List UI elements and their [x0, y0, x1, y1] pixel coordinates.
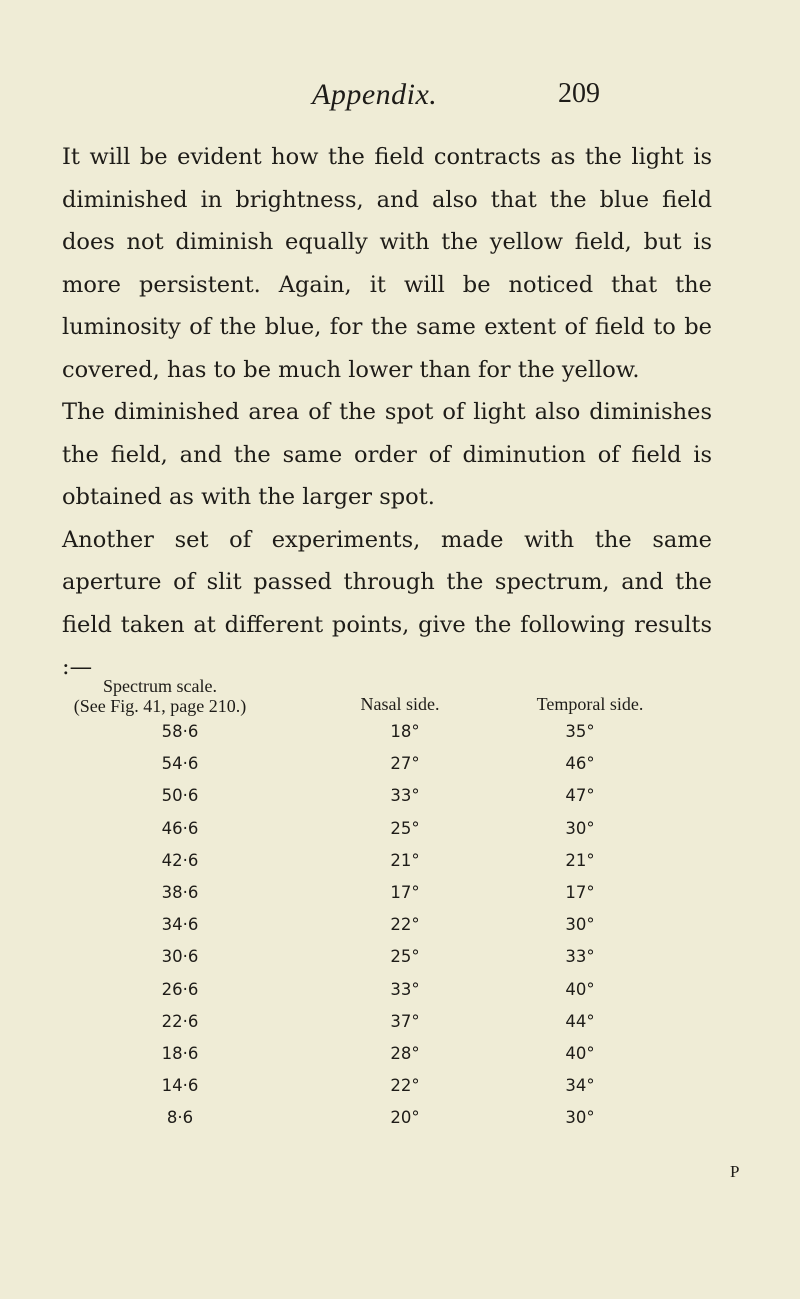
scale-cell: 26·6	[161, 979, 199, 999]
temporal-cell: 17°	[565, 882, 595, 902]
scale-cell: 30·6	[161, 947, 199, 967]
table-row	[0, 786, 800, 818]
scale-cell: 18·6	[161, 1043, 199, 1063]
nasal-cell: 33°	[390, 979, 420, 999]
nasal-side-header: Nasal side.	[360, 694, 440, 714]
table-row	[0, 980, 800, 1012]
temporal-cell: 47°	[565, 786, 595, 806]
nasal-cell: 18°	[390, 722, 420, 741]
scale-cell: 34·6	[161, 915, 199, 935]
temporal-cell: 40°	[565, 979, 595, 999]
nasal-cell: 25°	[390, 947, 420, 967]
running-title: Appendix.	[312, 78, 438, 111]
nasal-cell: 27°	[390, 754, 420, 774]
scale-cell: 58·6	[161, 722, 199, 741]
page-number: 209	[558, 78, 600, 109]
spectrum-scale-header-line1: Spectrum scale.	[103, 676, 217, 696]
temporal-cell: 33°	[565, 947, 595, 967]
temporal-cell: 34°	[565, 1076, 595, 1096]
results-table	[0, 722, 800, 1140]
nasal-cell: 22°	[390, 1076, 420, 1096]
running-head	[300, 78, 600, 118]
paragraph: Another set of experiments, made with the same aperture of slit passed through the spectrum, and the field taken at different points, give the following results :—	[62, 526, 712, 680]
paragraph: It will be evident how the field contracts as the light is diminished in brightness, and also that the blue field does not diminish equally with the yellow field, but is more persistent. Again, it will be noticed that the luminosity of the blue, for the same extent of field to be covered, has to be much lower than for the yellow.	[62, 144, 712, 383]
temporal-cell: 30°	[565, 1108, 595, 1128]
spectrum-scale-header	[60, 676, 260, 716]
nasal-cell: 22°	[390, 915, 420, 935]
scale-cell: 46·6	[161, 818, 199, 838]
temporal-cell: 21°	[565, 850, 595, 870]
spectrum-scale-header-line2: (See Fig. 41, page 210.)	[73, 696, 247, 716]
body-text	[62, 136, 712, 689]
table-row	[0, 851, 800, 883]
temporal-cell: 30°	[565, 818, 595, 838]
paragraph: The diminished area of the spot of light also diminishes the field, and the same order of diminution of field is obtained as with the larger spot.	[62, 399, 712, 510]
table-row	[0, 1044, 800, 1076]
signature-mark: P	[730, 1162, 740, 1181]
scale-cell: 14·6	[161, 1076, 199, 1096]
scale-cell: 50·6	[161, 786, 199, 806]
table-row	[0, 722, 800, 754]
temporal-cell: 46°	[565, 754, 595, 774]
temporal-cell: 30°	[565, 915, 595, 935]
nasal-cell: 28°	[390, 1043, 420, 1063]
nasal-cell: 37°	[390, 1011, 420, 1031]
scale-cell: 8·6	[166, 1108, 194, 1128]
table-row	[0, 947, 800, 979]
scale-cell: 38·6	[161, 882, 199, 902]
table-row	[0, 754, 800, 786]
table-row	[0, 1012, 800, 1044]
nasal-cell: 33°	[390, 786, 420, 806]
table-row	[0, 819, 800, 851]
table-row	[0, 883, 800, 915]
nasal-cell: 20°	[390, 1108, 420, 1128]
table-row	[0, 1108, 800, 1140]
table-row	[0, 1076, 800, 1108]
scale-cell: 42·6	[161, 850, 199, 870]
temporal-cell: 40°	[565, 1043, 595, 1063]
nasal-cell: 17°	[390, 882, 420, 902]
nasal-cell: 25°	[390, 818, 420, 838]
scale-cell: 22·6	[161, 1011, 199, 1031]
scale-cell: 54·6	[161, 754, 199, 774]
nasal-cell: 21°	[390, 850, 420, 870]
temporal-cell: 44°	[565, 1011, 595, 1031]
temporal-cell: 35°	[565, 722, 595, 741]
table-row	[0, 915, 800, 947]
temporal-side-header: Temporal side.	[536, 694, 644, 714]
